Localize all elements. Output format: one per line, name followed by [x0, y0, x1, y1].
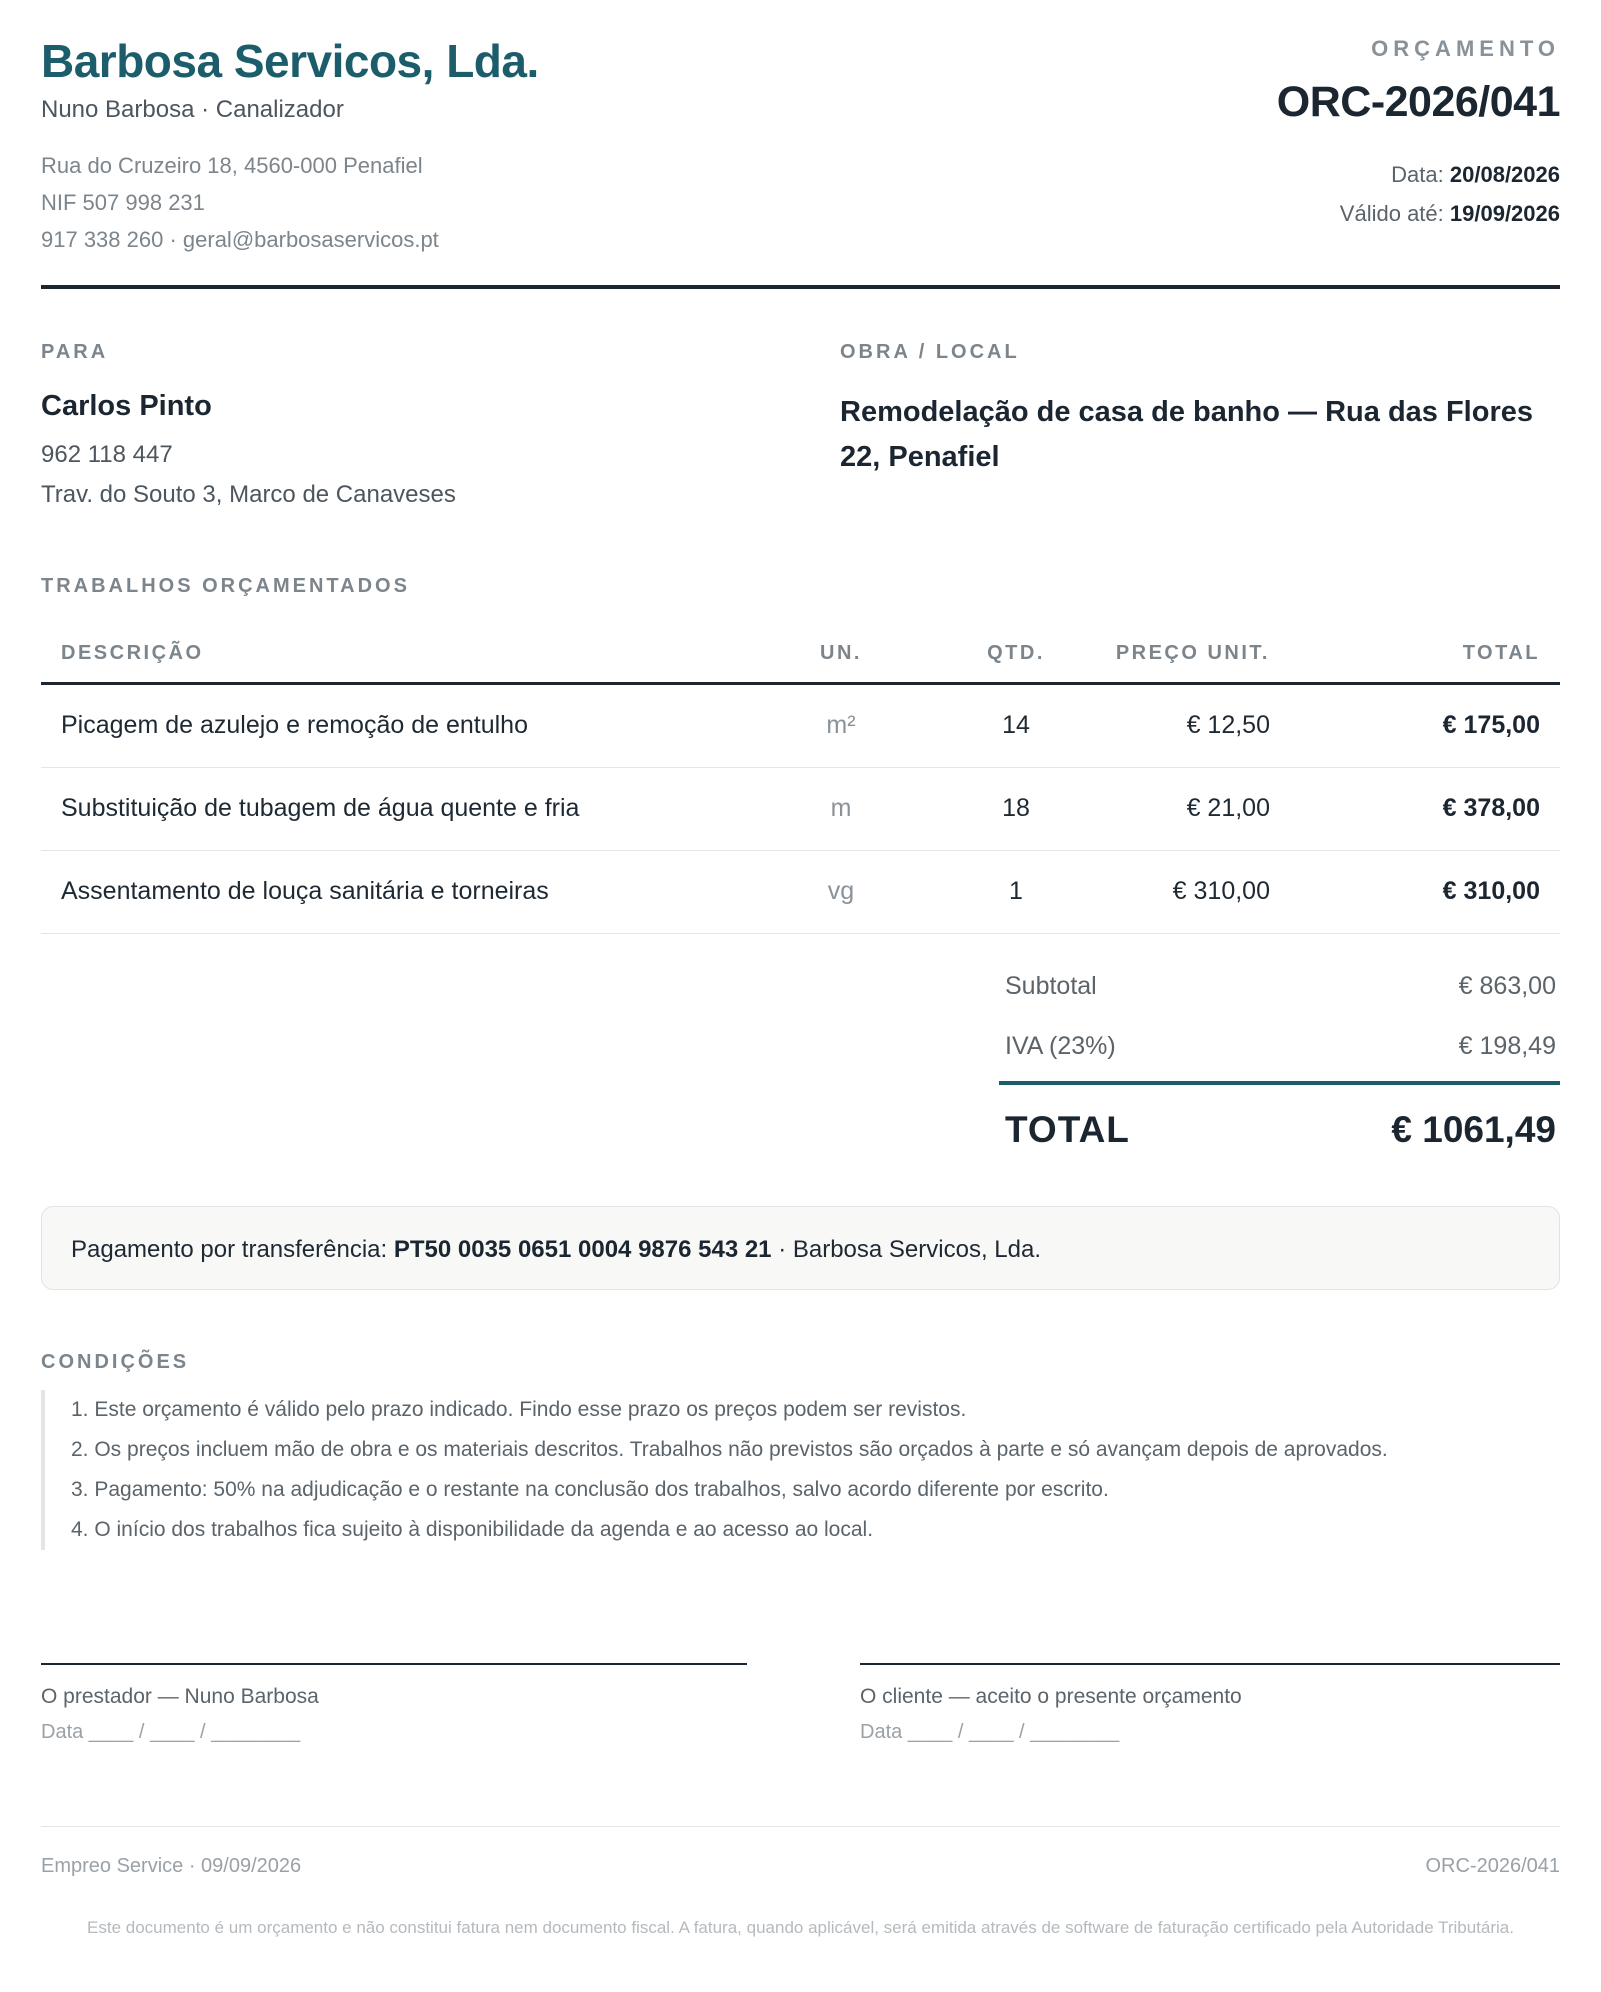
site-description: Remodelação de casa de banho — Rua das Flores 22, Penafiel — [840, 396, 1533, 473]
row-unit: vg — [827, 877, 855, 905]
footer-right: ORC-2026/041 — [1425, 1855, 1560, 1877]
totals-block — [999, 958, 1560, 1180]
row-unit: m² — [826, 711, 856, 739]
conditions-label: CONDIÇÕES — [41, 1351, 190, 1373]
valid-until — [1340, 194, 1560, 233]
header-description: DESCRIÇÃO — [61, 642, 204, 664]
row-unit: m — [830, 794, 852, 822]
provider-signature-date: Data ____ / ____ / ________ — [41, 1721, 301, 1743]
document-header — [41, 0, 1560, 289]
footer-disclaimer: Este documento é um orçamento e não constitui fatura nem documento fiscal. A fatura, quando aplicável, será emitida através de software de faturação certificado pela Autoridade Tributária. — [87, 1918, 1514, 1937]
row-price: € 21,00 — [1186, 794, 1270, 822]
client-block — [41, 341, 801, 515]
condition-item: 2. Os preços incluem mão de obra e os materiais descritos. Trabalhos não previstos são orçados à parte e só avançam depois de aprovados. — [71, 1438, 1388, 1461]
items-label: TRABALHOS ORÇAMENTADOS — [41, 575, 410, 597]
client-label: PARA — [41, 341, 109, 363]
table-header — [41, 620, 1560, 685]
table-row — [41, 685, 1560, 768]
vat-row — [999, 1018, 1560, 1078]
payment-suffix: · Barbosa Servicos, Lda. — [778, 1236, 1041, 1263]
site-block — [840, 341, 1560, 480]
company-subtitle: Nuno Barbosa · Canalizador — [41, 96, 344, 123]
company-details — [41, 147, 439, 258]
vat-value: € 198,49 — [1458, 1032, 1556, 1060]
subtotal-value: € 863,00 — [1458, 972, 1556, 1000]
client-name: Carlos Pinto — [41, 390, 212, 422]
row-total: € 378,00 — [1442, 794, 1540, 822]
row-price: € 310,00 — [1172, 877, 1270, 905]
row-qty: 18 — [1002, 794, 1030, 822]
subtotal-row — [999, 958, 1560, 1018]
header-qty: QTD. — [987, 642, 1045, 664]
document-dates — [1340, 155, 1560, 233]
condition-item: 4. O início dos trabalhos fica sujeito à disponibilidade da agenda e ao acesso ao local. — [71, 1518, 874, 1541]
payment-iban: PT50 0035 0651 0004 9876 543 21 — [393, 1236, 772, 1263]
client-signature-date: Data ____ / ____ / ________ — [860, 1721, 1120, 1743]
row-description: Assentamento de louça sanitária e torneiras — [61, 877, 549, 905]
items-table — [41, 620, 1560, 934]
conditions-list — [41, 1390, 1560, 1550]
company-name: Barbosa Servicos, Lda. — [41, 35, 539, 87]
provider-signature-label: O prestador — Nuno Barbosa — [41, 1685, 319, 1708]
row-description: Picagem de azulejo e remoção de entulho — [61, 711, 528, 739]
row-qty: 14 — [1002, 711, 1030, 739]
company-contact: 917 338 260 · geral@barbosaservicos.pt — [41, 227, 439, 252]
header-total: TOTAL — [1462, 642, 1540, 664]
payment-box — [41, 1206, 1560, 1290]
client-signature — [860, 1663, 1560, 1744]
grand-total-label: TOTAL — [1005, 1109, 1130, 1150]
valid-until-value: 19/09/2026 — [1449, 201, 1560, 226]
client-address: Trav. do Souto 3, Marco de Canaveses — [41, 481, 456, 508]
row-price: € 12,50 — [1186, 711, 1270, 739]
issue-date-value: 20/08/2026 — [1449, 162, 1560, 187]
valid-until-label: Válido até: — [1339, 201, 1444, 226]
row-total: € 310,00 — [1442, 877, 1540, 905]
footer-left: Empreo Service · 09/09/2026 — [41, 1855, 302, 1877]
grand-total-value: € 1061,49 — [1391, 1109, 1556, 1150]
provider-signature — [41, 1663, 747, 1744]
document-type: ORÇAMENTO — [1371, 36, 1560, 61]
client-signature-label: O cliente — aceito o presente orçamento — [860, 1685, 1242, 1708]
row-qty: 1 — [1009, 877, 1023, 905]
row-total: € 175,00 — [1442, 711, 1540, 739]
row-description: Substituição de tubagem de água quente e fria — [61, 794, 580, 822]
document-number: ORC-2026/041 — [1276, 78, 1560, 126]
company-address: Rua do Cruzeiro 18, 4560-000 Penafiel — [41, 153, 423, 178]
document-footer — [41, 1826, 1560, 1937]
company-nif: NIF 507 998 231 — [41, 190, 205, 215]
header-price: PREÇO UNIT. — [1115, 642, 1270, 664]
issue-date-label: Data: — [1391, 162, 1444, 187]
header-unit: UN. — [820, 642, 862, 664]
payment-prefix: Pagamento por transferência: — [71, 1236, 388, 1263]
table-row — [41, 768, 1560, 851]
site-label: OBRA / LOCAL — [840, 341, 1020, 363]
parties-section — [41, 289, 1560, 539]
condition-item: 3. Pagamento: 50% na adjudicação e o restante na conclusão dos trabalhos, salvo acordo diferente por escrito. — [71, 1478, 1109, 1501]
condition-item: 1. Este orçamento é válido pelo prazo indicado. Findo esse prazo os preços podem ser revistos. — [71, 1398, 967, 1421]
table-row — [41, 851, 1560, 934]
issue-date — [1340, 155, 1560, 194]
client-phone: 962 118 447 — [41, 441, 173, 468]
vat-label: IVA (23%) — [1005, 1032, 1116, 1060]
grand-total-row — [999, 1085, 1560, 1180]
subtotal-label: Subtotal — [1005, 972, 1097, 1000]
